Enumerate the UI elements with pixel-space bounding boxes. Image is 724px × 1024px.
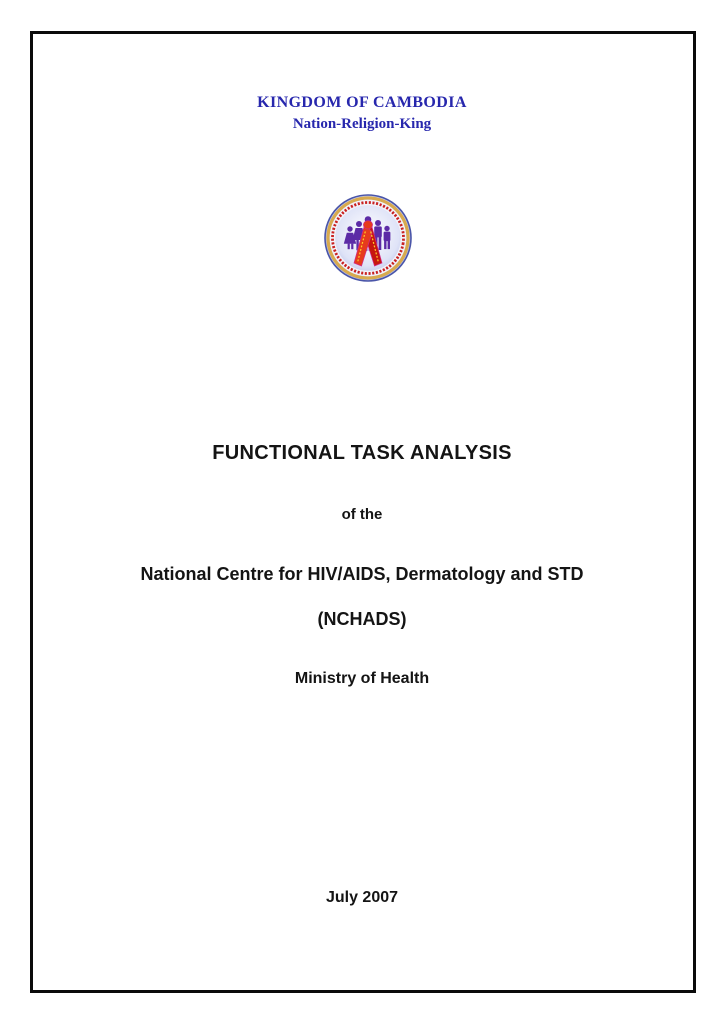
publication-date: July 2007 [325, 889, 399, 906]
ministry-name: Ministry of Health [294, 670, 430, 687]
kingdom-header: KINGDOM OF CAMBODIA [257, 94, 467, 111]
organization-name: National Centre for HIV/AIDS, Dermatology and STD [140, 564, 584, 584]
ribbon-loop [363, 221, 372, 229]
nchads-emblem-logo [323, 193, 413, 283]
title-connector: of the [341, 506, 383, 523]
national-motto: Nation-Religion-King [292, 116, 432, 132]
organization-acronym: (NCHADS) [317, 609, 407, 629]
report-title: FUNCTIONAL TASK ANALYSIS [212, 442, 512, 464]
